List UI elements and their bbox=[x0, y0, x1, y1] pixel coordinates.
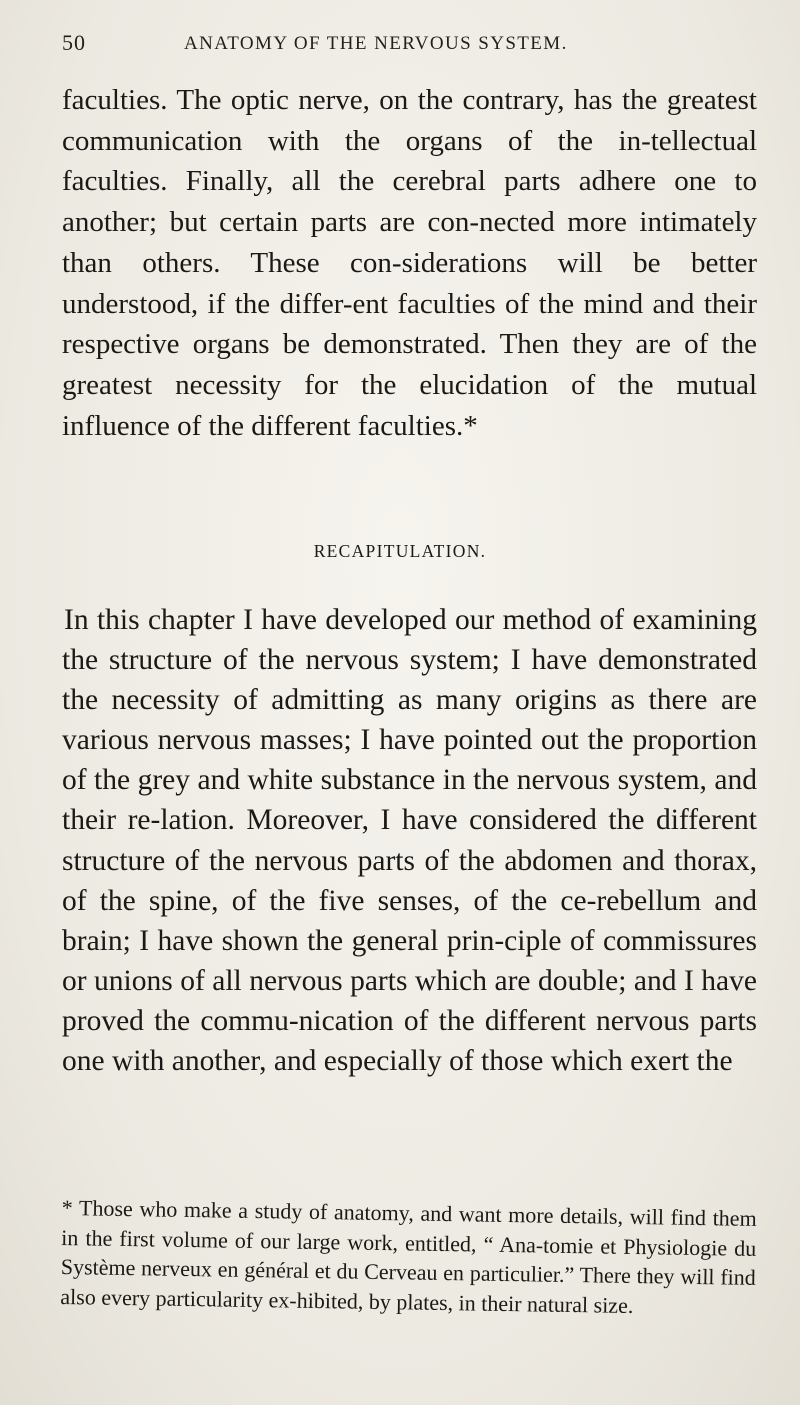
running-title: ANATOMY OF THE NERVOUS SYSTEM. bbox=[184, 33, 568, 54]
body-paragraph-2: In this chapter I have developed our method of examining the structure of the nervous system; I have demonstrated the necessity of admitting as many origins as there are various nervous masses; I have pointed out the proportion of the grey and white substance in the nervous system, and their re-lation. Moreover, I have considered the different structure of the nervous parts of the abdomen and thorax, of the spine, of the five senses, of the ce-rebellum and brain; I have shown the general prin-ciple of commissures or unions of all nervous parts which are double; and I have proved the commu-nication of the different nervous parts one with another, and especially of those which exert the bbox=[62, 604, 757, 1078]
page-number: 50 bbox=[62, 30, 86, 55]
running-header bbox=[62, 30, 752, 56]
footnote: * Those who make a study of anatomy, and want more details, will find them in the first volume of our large work, entitled, “ Ana-tomie et Physiologie du Système nerveux en général et du Cerveau en particulier.” There they will find also every particularity ex-hibited, by plates, in their natural size. bbox=[60, 1194, 757, 1318]
section-heading: RECAPITULATION. bbox=[313, 541, 487, 561]
body-paragraph-1: faculties. The optic nerve, on the contrary, has the greatest communication with the organs of the in-tellectual faculties. Finally, all the cerebral parts adhere one to another; but certain parts are con-nected more intimately than others. These con-siderations will be better understood, if the differ-ent faculties of the mind and their respective organs be demonstrated. Then they are of the greatest necessity for the elucidation of the mutual influence of the different faculties.* bbox=[62, 84, 757, 442]
